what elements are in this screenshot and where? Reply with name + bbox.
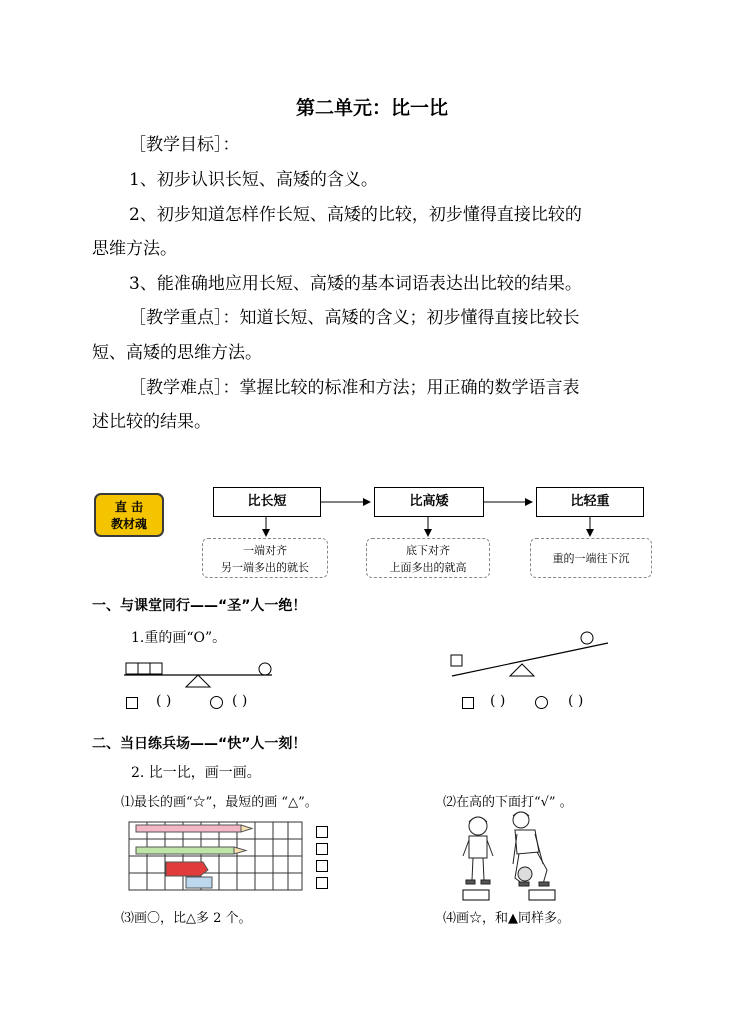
section2-heading: 二、当日练兵场——“快”人一刻！ xyxy=(92,736,307,752)
ball xyxy=(518,867,532,881)
block-circle xyxy=(259,663,271,675)
objective-1: 1、初步认识长短、高矮的含义。 xyxy=(129,170,378,190)
note-height-line2: 上面多出的就高 xyxy=(389,561,467,574)
note-height xyxy=(366,538,490,578)
sharpener-blue xyxy=(186,877,212,888)
short-kid-shirt xyxy=(469,836,487,858)
box-compare-length: 比长短 xyxy=(213,487,321,517)
pencil-green-tip xyxy=(234,847,246,854)
objective-2: 2、初步知道怎样作长短、高矮的比较，初步懂得直接比较的 xyxy=(129,205,582,225)
answer-box-4[interactable] xyxy=(316,877,328,889)
block-square-1 xyxy=(126,663,138,674)
pencil-pink-tip xyxy=(241,825,252,832)
block-square-3 xyxy=(150,663,162,674)
tilted-block-circle xyxy=(581,632,593,644)
q2-sub2: ⑵在高的下面打“√” 。 xyxy=(443,795,573,810)
kid-answer-box-1 xyxy=(463,890,489,900)
eraser-red xyxy=(166,862,208,876)
key-point-line2: 短、高矮的思维方法。 xyxy=(92,343,262,363)
tilted-fulcrum xyxy=(510,664,534,676)
seesaw-fulcrum xyxy=(186,675,210,687)
answer-box-2[interactable] xyxy=(316,843,328,855)
kid-answer-box-2 xyxy=(529,890,555,900)
difficulty-line1: ［教学难点］：掌握比较的标准和方法；用正确的数学语言表 xyxy=(129,378,580,398)
answer-circle-icon xyxy=(210,696,223,709)
page-title: 第二单元：比一比 xyxy=(295,97,448,119)
answer-box-1[interactable] xyxy=(316,826,328,838)
answer-blank-1[interactable]: ( ) xyxy=(156,693,172,709)
q2-label: 2. 比一比，画一画。 xyxy=(131,765,261,781)
q2-sub3: ⑶画〇，比△多 2 个。 xyxy=(121,911,252,926)
answer2-blank-1[interactable]: ( ) xyxy=(490,693,506,709)
tilted-beam xyxy=(452,643,608,676)
badge-line1: 直 击 xyxy=(114,500,144,514)
q2-sub1: ⑴最长的画“☆”，最短的画 “△”。 xyxy=(121,795,318,810)
note-weight-line1: 重的一端往下沉 xyxy=(552,552,630,565)
difficulty-line2: 述比较的结果。 xyxy=(92,412,211,432)
seesaw-level xyxy=(120,655,290,689)
section1-heading: 一、与课堂同行——“圣”人一绝！ xyxy=(92,598,307,614)
pencil-pink xyxy=(136,825,241,832)
tilted-block-square xyxy=(451,655,462,666)
answer-square-icon xyxy=(126,697,138,709)
box-compare-weight: 比轻重 xyxy=(536,487,644,517)
badge-line2: 教材魂 xyxy=(110,517,147,531)
block-square-2 xyxy=(138,663,150,674)
objective-3: 3、能准确地应用长短、高矮的基本词语表达出比较的结果。 xyxy=(129,274,582,294)
note-height-line1: 底下对齐 xyxy=(406,544,450,557)
answer2-circle-icon xyxy=(535,696,548,709)
pencil-grid xyxy=(128,820,338,896)
objectives-heading: ［教学目标］： xyxy=(129,135,240,155)
answer2-square-icon xyxy=(462,697,474,709)
pencil-green xyxy=(136,847,234,854)
q1-label: 1.重的画“O”。 xyxy=(131,630,227,646)
box-compare-height: 比高矮 xyxy=(374,487,484,517)
note-length-line2: 另一端多出的就长 xyxy=(221,561,309,574)
tall-kid-shirt xyxy=(515,830,539,854)
answer-blank-2[interactable]: ( ) xyxy=(232,693,248,709)
answer-box-3[interactable] xyxy=(316,860,328,872)
kids-illustration xyxy=(455,808,575,904)
objective-2-cont: 思维方法。 xyxy=(92,239,177,259)
answer2-blank-2[interactable]: ( ) xyxy=(568,693,584,709)
note-length xyxy=(202,538,328,578)
note-length-line1: 一端对齐 xyxy=(243,544,287,557)
key-point-line1: ［教学重点］：知道长短、高矮的含义；初步懂得直接比较长 xyxy=(129,308,580,328)
q2-sub4: ⑷画☆，和▲同样多。 xyxy=(443,911,570,926)
note-weight xyxy=(530,538,652,578)
seesaw-tilted xyxy=(440,628,620,682)
